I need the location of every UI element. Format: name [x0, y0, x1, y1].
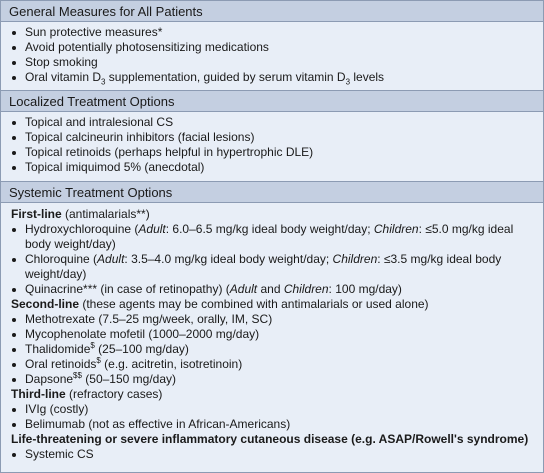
list-item: Sun protective measures* [1, 25, 543, 40]
third-line-heading: Third-line (refractory cases) [11, 387, 163, 401]
list-item: Topical calcineurin inhibitors (facial lesions) [1, 130, 543, 145]
list-item: IVIg (costly) [1, 402, 543, 417]
list-item: Oral retinoids$ (e.g. acitretin, isotretinoin) [1, 357, 543, 372]
list-item: Belimumab (not as effective in African-Americans) [1, 417, 543, 432]
list-item: Oral vitamin $D_3$ supplementation, guided by serum vitamin $D_3$ levels [1, 70, 543, 85]
list-item: Dapsone$$ (50–150 mg/day) [1, 372, 543, 387]
list-item: Topical imiquimod 5% (anecdotal) [1, 160, 543, 175]
list-item: Quinacrine*** (in case of retinopathy) (Adult and Children: 100 mg/day) [1, 282, 543, 297]
life-threatening-heading: Life-threatening or severe inflammatory cutaneous disease (e.g. ASAP/Rowell's syndrome) [11, 432, 529, 446]
list-item: Avoid potentially photosensitizing medications [1, 40, 543, 55]
first-line-heading: First-line (antimalarials**) [11, 207, 150, 221]
list-item: Mycophenolate mofetil (1000–2000 mg/day) [1, 327, 543, 342]
general-measures-body [1, 22, 543, 91]
second-line-heading: Second-line (these agents may be combined with antimalarials or used alone) [11, 297, 429, 311]
general-measures-title: General Measures for All Patients [9, 3, 203, 19]
list-item: Hydroxychloroquine (Adult: 6.0–6.5 mg/kg ideal body weight/day; Children: ≤5.0 mg/kg ideal body weight/day) [1, 222, 543, 252]
list-item: Topical retinoids (perhaps helpful in hypertrophic DLE) [1, 145, 543, 160]
list-item: Methotrexate (7.5–25 mg/week, orally, IM, SC) [1, 312, 543, 327]
localized-body [1, 112, 543, 182]
systemic-header [1, 182, 543, 203]
list-item: Chloroquine (Adult: 3.5–4.0 mg/kg ideal body weight/day; Children: ≤3.5 mg/kg ideal body weight/day) [1, 252, 543, 282]
list-item: Stop smoking [1, 55, 543, 70]
systemic-title: Systemic Treatment Options [9, 184, 173, 200]
general-measures-header [1, 1, 543, 22]
list-item: Topical and intralesional CS [1, 115, 543, 130]
systemic-body [1, 203, 543, 470]
localized-title: Localized Treatment Options [9, 93, 175, 109]
localized-header [1, 91, 543, 112]
list-item: Thalidomide$ (25–100 mg/day) [1, 342, 543, 357]
list-item: Systemic CS [1, 447, 543, 462]
